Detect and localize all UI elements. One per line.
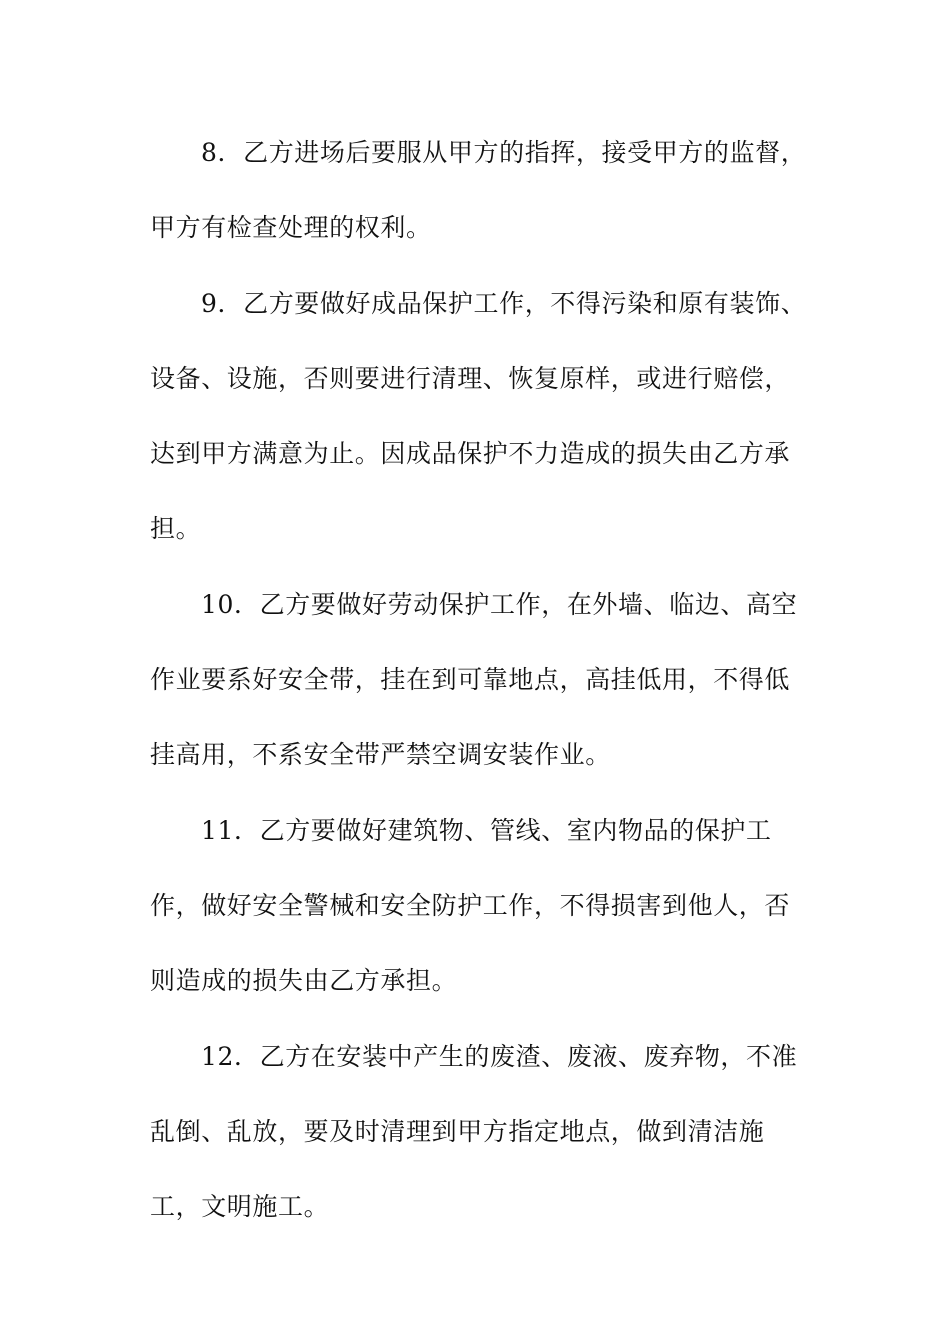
clause-8-line-2: 甲方有检查处理的权利。 xyxy=(150,213,432,243)
clause-9-line-1: 9．乙方要做好成品保护工作，不得污染和原有装饰、 xyxy=(201,288,807,318)
clause-10-line-2: 作业要系好安全带，挂在到可靠地点，高挂低用，不得低 xyxy=(150,665,791,695)
document-body xyxy=(150,115,807,1244)
clause-11-line-3: 则造成的损失由乙方承担。 xyxy=(150,966,458,996)
clause-12-line-3: 工，文明施工。 xyxy=(150,1192,330,1222)
clause-11-line-2: 作，做好安全警械和安全防护工作，不得损害到他人，否 xyxy=(150,890,791,920)
clause-8-line-1: 8．乙方进场后要服从甲方的指挥，接受甲方的监督， xyxy=(201,138,807,167)
clause-10-line-1: 10．乙方要做好劳动保护工作，在外墙、临边、高空 xyxy=(201,589,798,619)
clause-9-line-3: 达到甲方满意为止。因成品保护不力造成的损失由乙方承 xyxy=(150,439,791,469)
clause-9-line-2: 设备、设施，否则要进行清理、恢复原样，或进行赔偿， xyxy=(150,363,791,393)
clause-12-line-1: 12．乙方在安装中产生的废渣、废液、废弃物，不准 xyxy=(201,1041,798,1071)
clause-11-line-1: 11．乙方要做好建筑物、管线、室内物品的保护工 xyxy=(201,815,772,845)
clause-12-line-2: 乱倒、乱放，要及时清理到甲方指定地点，做到清洁施 xyxy=(150,1116,765,1146)
clause-9-line-4: 担。 xyxy=(150,514,202,544)
clause-10-line-3: 挂高用，不系安全带严禁空调安装作业。 xyxy=(150,740,611,770)
